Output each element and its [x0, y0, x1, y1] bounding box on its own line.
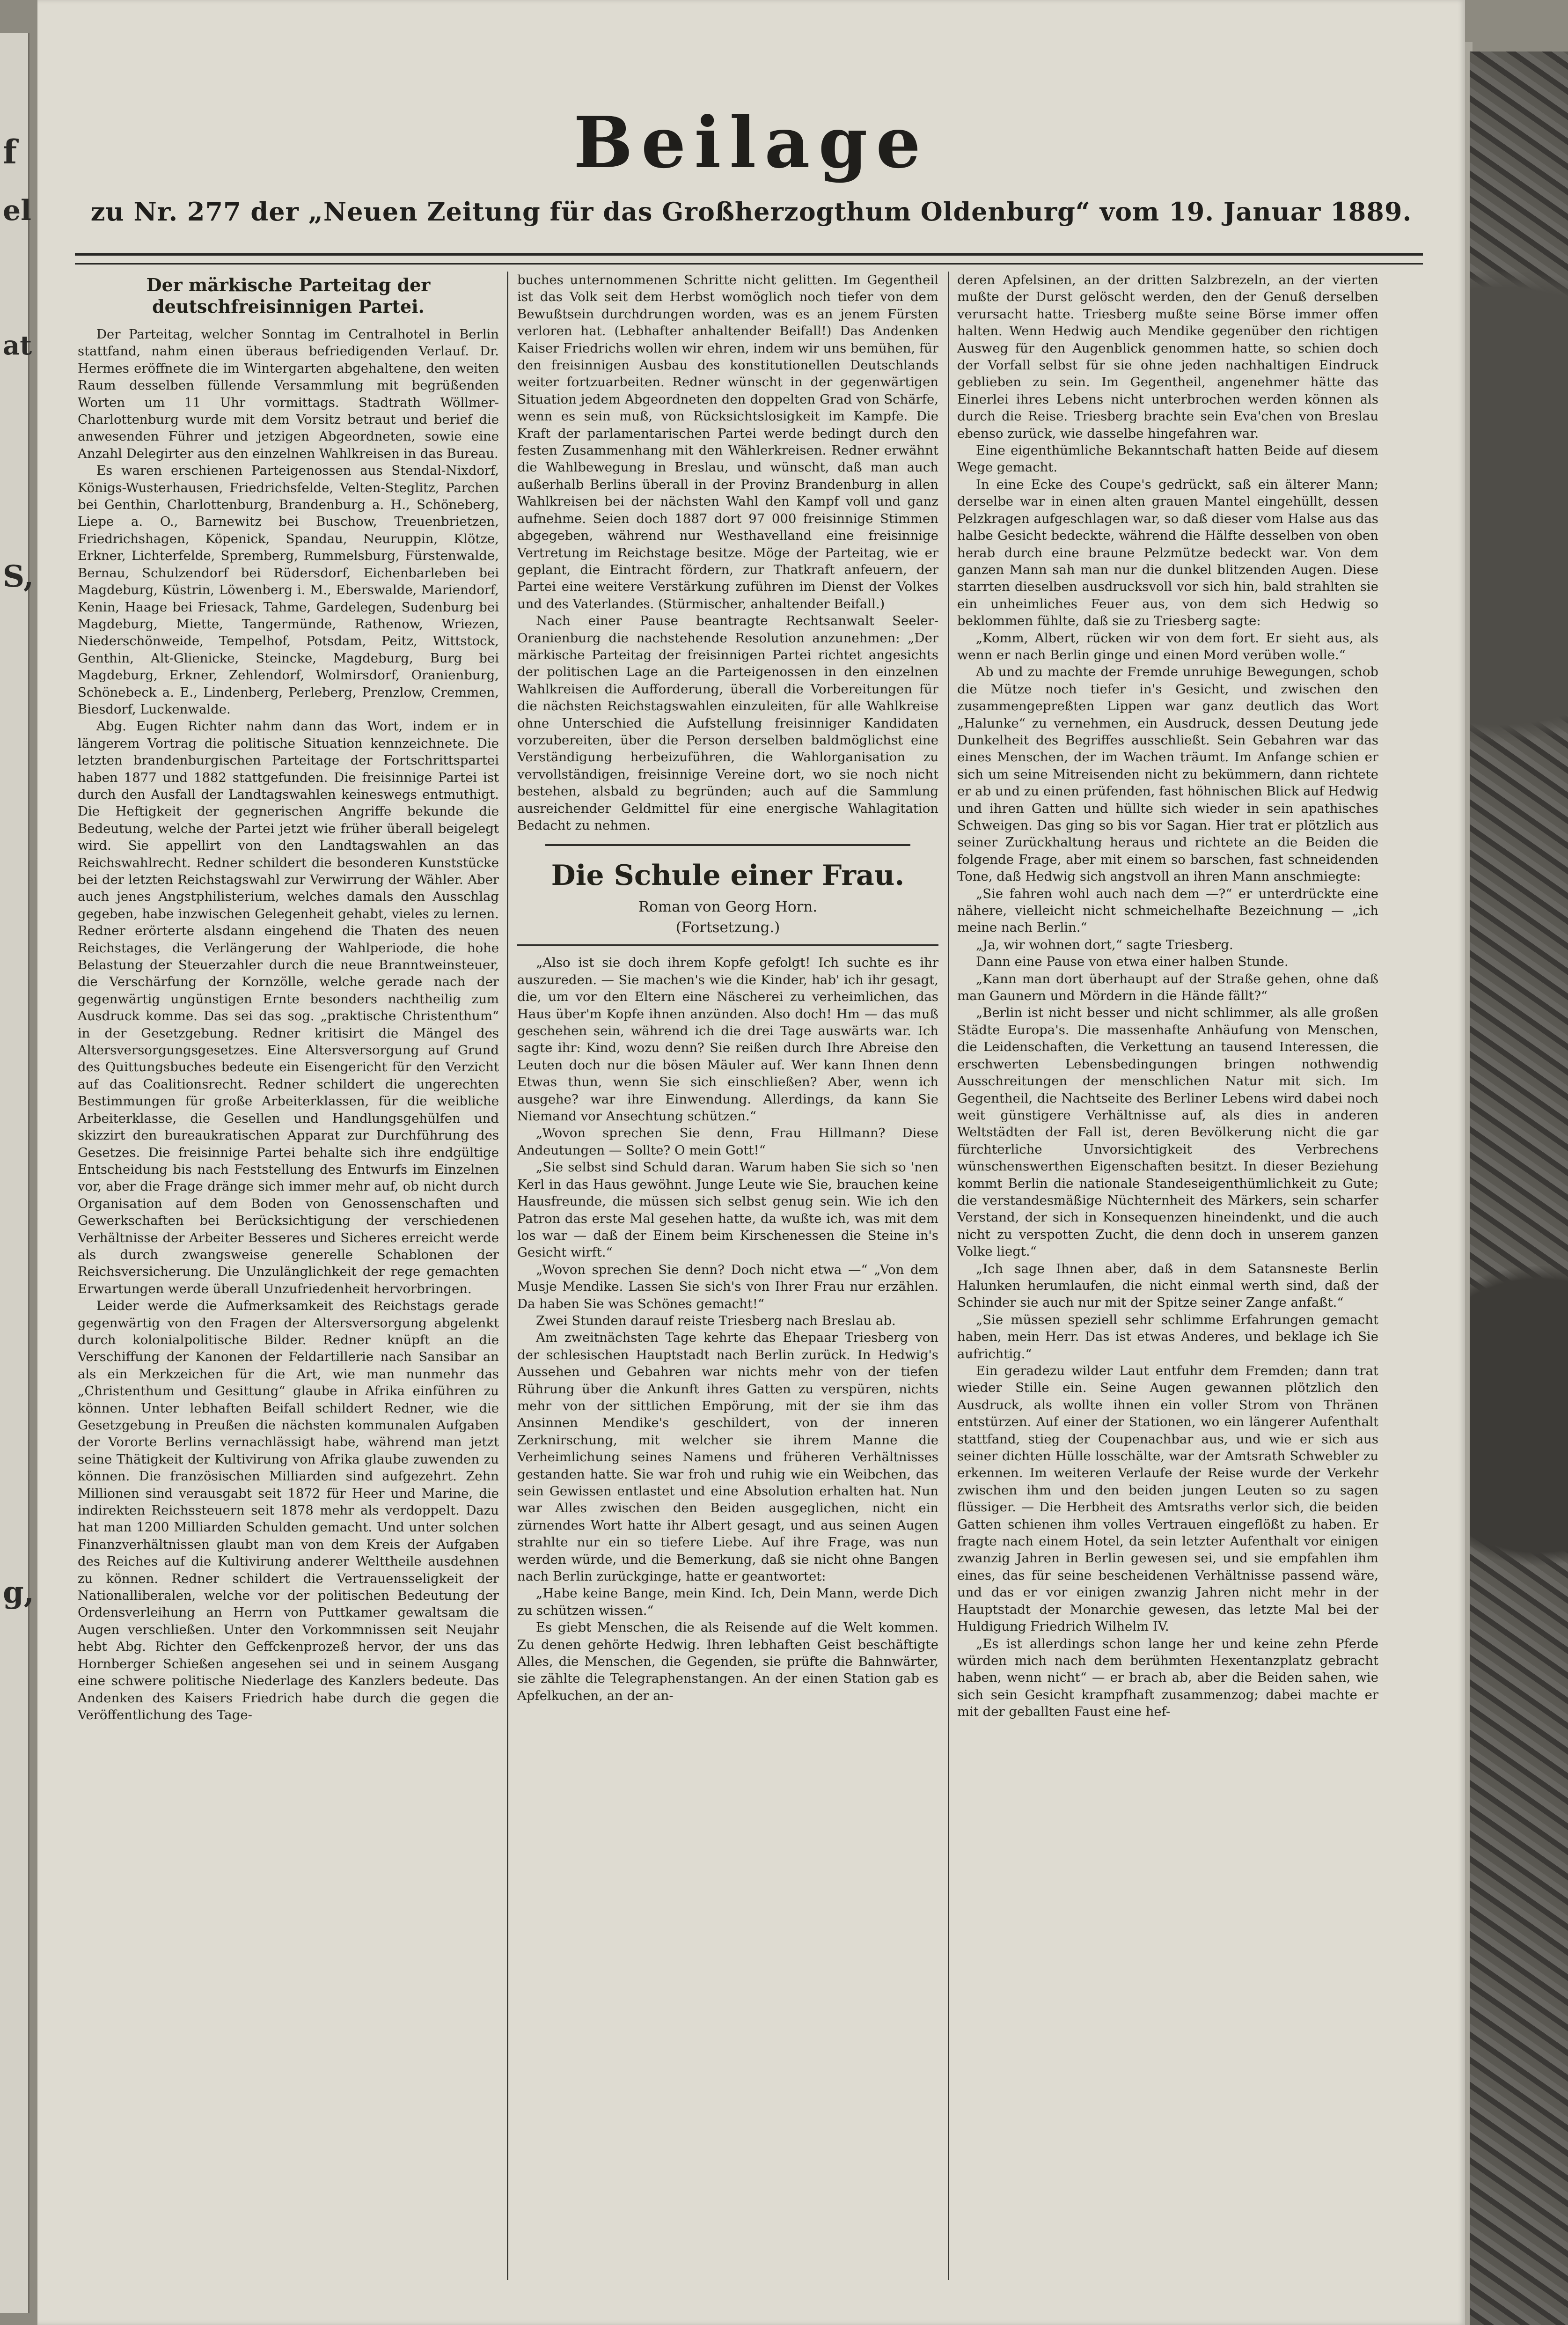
prev-page-fragment: g, — [3, 1575, 35, 1610]
masthead-rule — [75, 253, 1423, 265]
paragraph: „Berlin ist nicht besser und nicht schlimmer, als alle großen Städte Europa's. Die massenhafte Anhäufung von Menschen, die Leidenschaften, die Verkettung an tausend Interessen, die erschwerten Lebensbedingungen bringen nothwendig Ausschreitungen der menschlichen Natur mit sich. Im Gegentheil, die Nachtseite des Berliner Lebens wird dabei noch weit günstigere Verhältnisse auf, als dies in anderen Weltstädten der Fall ist, deren Bevölkerung nicht die gar fürchterliche Unvorsichtigkeit des Verbrechens wünschenswerthen Eigenschaften besitzt. In dieser Beziehung kommt Berlin die nationale Standeseigenthümlichkeit zu Gute; die verstandesmäßige Nüchternheit des Märkers, sein scharfer Verstand, der sich in Konsequenzen hineindenkt, und die auch nicht zu verspotten Zucht, die denn doch in unserem ganzen Volke liegt.“ — [957, 1005, 1378, 1259]
paragraph: „Also ist sie doch ihrem Kopfe gefolgt! Ich suchte es ihr auszureden. — Sie machen's wie die Kinder, hab' ich ihr gesagt, die, um vor den Eltern eine Näscherei zu verheimlichen, das Haus über'm Kopfe ihnen anzünden. Also doch! Hm — das muß geschehen sein, während ich die drei Tage auswärts war. Ich sagte ihr: Kind, wozu denn? Sie reißen durch Ihre Abreise den Leuten doch nur die bösen Mäuler auf. Wer kann Ihnen denn Etwas thun, wenn Sie sich einschließen? Aber, wenn ich ausgehe? war ihre Einwendung. Allerdings, da kann Sie Niemand vor Ansechtung schützen.“ — [517, 955, 938, 1124]
paragraph: Es giebt Menschen, die als Reisende auf die Welt kommen. Zu denen gehörte Hedwig. Ihren lebhaften Geist beschäftigte Alles, die Menschen, die Gegenden, sie prüfte die Bahnwärter, sie zählte die Telegraphenstangen. An der einen Station gab es Apfelkuchen, an der an- — [517, 1620, 938, 1703]
novel-title: Die Schule einer Frau. — [551, 859, 905, 892]
marbled-binding — [1470, 52, 1568, 2325]
supplement-title: Beilage — [573, 102, 929, 184]
newspaper-page — [37, 0, 1465, 2325]
section-divider — [545, 844, 910, 846]
paragraph: Dann eine Pause von etwa einer halben Stunde. — [976, 954, 1289, 970]
prev-page-fragment: f — [3, 132, 17, 171]
paragraph: „Sie selbst sind Schuld daran. Warum haben Sie sich so 'nen Kerl in das Haus gewöhnt. Junge Leute wie Sie, brauchen keine Hausfreunde, die müssen sich selbst genug sein. Wie ich den Patron das erste Mal gesehen hatte, da wußte ich, was mit dem los war — daß der Einem beim Kirschenessen die Steine in's Gesicht wirft.“ — [517, 1160, 938, 1260]
paragraph: Am zweitnächsten Tage kehrte das Ehepaar Triesberg von der schlesischen Hauptstadt nach Berlin zurück. In Hedwig's Aussehen und Gebahren war nichts mehr von der tiefen Rührung über die Ankunft ihres Gatten zu verspüren, nichts mehr von der sittlichen Empörung, mit der sie ihm das Ansinnen Mendike's geschildert, von der inneren Zerknirschung, mit welcher sie ihrem Manne die Verheimlichung seines Namens und früheren Verhältnisses gestanden hatte. Sie war froh und ruhig wie ein Weibchen, das sein Gewissen entlastet und eine Absolution erhalten hat. Nun war Alles zwischen den Beiden ausgeglichen, nicht ein zürnendes Wort hatte ihr Albert gesagt, und aus seinen Augen strahlte nur ein so tiefere Liebe. Auf ihre Frage, was nun werden würde, und die Bemerkung, daß sie nicht ohne Bangen nach Berlin zurückginge, hatte er geantwortet: — [517, 1330, 938, 1584]
paragraph: „Wovon sprechen Sie denn? Doch nicht etwa —“ „Von dem Musje Mendike. Lassen Sie sich's von Ihrer Frau nur erzählen. Da haben Sie was Schönes gemacht!“ — [517, 1262, 938, 1311]
column-rule — [948, 272, 949, 2280]
paragraph: „Kann man dort überhaupt auf der Straße gehen, ohne daß man Gaunern und Mördern in die Hände fällt?“ — [957, 971, 1378, 1004]
paragraph: buches unternommenen Schritte nicht gelitten. Im Gegentheil ist das Volk seit dem Herbst womöglich noch tiefer von dem Bewußtsein durchdrungen worden, was es an jenem Fürsten verloren hat. (Lebhafter anhaltender Beifall!) Das Andenken Kaiser Friedrichs wollen wir ehren, indem wir uns bemühen, für den freisinnigen Ausbau des konstitutionellen Deutschlands weiter fortzuarbeiten. Redner wünscht in der gegenwärtigen Situation jedem Abgeordneten den doppelten Grad von Schärfe, wenn es sein muß, von Rücksichtslosigkeit im Kampfe. Die Kraft der parlamentarischen Partei werde bedingt durch den festen Zusammenhang mit den Wählerkreisen. Redner erwähnt die Wahlbewegung in Breslau, und wünscht, daß man auch außerhalb Berlins überall in der Provinz Brandenburg in allen Wahlkreisen bei der nächsten Wahl den Kampf voll und ganz aufnehme. Seien doch 1887 dort 97 000 freisinnige Stimmen abgegeben, während nur Westhavelland eine freisinnige Vertretung im Reichstage besitze. Möge der Parteitag, wie er geplant, die Eintracht fördern, zur Thatkraft anfeuern, der Partei eine weitere Verstärkung zuführen im Dienst der Volkes und des Vaterlandes. (Stürmischer, anhaltender Beifall.) — [517, 272, 938, 611]
paragraph: Abg. Eugen Richter nahm dann das Wort, indem er in längerem Vortrag die politische Situation kennzeichnete. Die letzten brandenburgischen Parteitage der Fortschrittspartei haben 1877 und 1882 stattgefunden. Die freisinnige Partei ist durch den Ausfall der Landtagswahlen keineswegs entmuthigt. Die Heftigkeit der gegnerischen Angriffe bekunde die Bedeutung, welche der Partei jetzt wie früher überall beigelegt wird. Sie appellirt von den Landtagswahlen an das Reichswahlrecht. Redner schildert die besonderen Kunststücke bei der letzten Reichstagswahl zur Verwirrung der Wähler. Aber auch jenes Angstphilisterium, welches damals den Ausschlag gegeben, habe inzwischen Gelegenheit gehabt, vieles zu lernen. Redner erörterte alsdann eingehend die Thaten des neuen Reichstages, die Verlängerung der Wahlperiode, die hohe Belastung der Steuerzahler durch die neue Branntweinsteuer, die Verschärfung der Kornzölle, welche gerade nach der gegenwärtig ungünstigen Ernte besonders nachtheilig zum Ausdruck komme. Das sei das sog. „praktische Christenthum“ in der Gesetzgebung. Redner kritisirt die Mängel des Altersversorgungsgesetzes. Eine Altersversorgung auf Grund des Quittungsbuches bedeute ein Eisengericht für den Verzicht auf das Coalitionsrecht. Redner schildert die ungerechten Bestimmungen für große Arbeiterklassen, für die weibliche Arbeiterklasse, die Gesellen und Handlungsgehülfen und skizzirt den bureaukratischen Apparat zur Durchführung des Gesetzes. Die freisinnige Partei behalte sich ihre endgültige Entscheidung bis nach Feststellung des Entwurfs im Einzelnen vor, aber die Frage dränge sich immer mehr auf, ob nicht durch Organisation auf dem Boden von Genossenschaften und Gewerkschaften bei Berücksichtigung der verschiedenen Verhältnisse der Arbeiter Besseres und Sicheres erreicht werde als durch zwangsweise generelle Schablonen der Reichsversicherung. Die Unzulänglichkeit der rege gemachten Erwartungen werde überall Unzufriedenheit hervorbringen. — [78, 719, 499, 1296]
paragraph: Es waren erschienen Parteigenossen aus Stendal-Nixdorf, Königs-Wusterhausen, Friedrichsfelde, Velten-Steglitz, Parchen bei Genthin, Charlottenburg, Brandenburg a. H., Schöneberg, Liepe a. O., Barnewitz bei Buschow, Treuenbrietzen, Friedrichshagen, Köpenick, Spandau, Neuruppin, Klötze, Erkner, Lichterfelde, Spremberg, Rummelsburg, Fürstenwalde, Bernau, Schulzendorf bei Rüdersdorf, Eichenbarleben bei Magdeburg, Küstrin, Löwenberg i. M., Eberswalde, Mariendorf, Kenin, Haage bei Friesack, Tahme, Gardelegen, Sudenburg bei Magdeburg, Miette, Tangermünde, Rathenow, Wriezen, Niederschönweide, Tempelhof, Potsdam, Peitz, Wittstock, Genthin, Alt-Glienicke, Steincke, Magdeburg, Burg bei Magdeburg, Erkner, Zehlendorf, Wolmirsdorf, Oranienburg, Schönebeck a. E., Lindenberg, Perleberg, Prenzlow, Cremmen, Biesdorf, Luckenwalde. — [78, 463, 499, 717]
paragraph: Eine eigenthümliche Bekanntschaft hatten Beide auf diesem Wege gemacht. — [957, 443, 1378, 475]
paragraph: Zwei Stunden darauf reiste Triesberg nach Breslau ab. — [536, 1313, 896, 1328]
prev-page-fragment: at — [3, 330, 32, 361]
prev-page-fragment: el — [3, 194, 31, 227]
paragraph: „Sie müssen speziell sehr schlimme Erfahrungen gemacht haben, mein Herr. Das ist etwas Anderes, und beklage ich Sie aufrichtig.“ — [957, 1312, 1378, 1361]
paragraph: Nach einer Pause beantragte Rechtsanwalt Seeler-Oranienburg die nachstehende Resolution anzunehmen: „Der märkische Parteitag der freisinnigen Partei richtet angesichts der politischen Lage an die Parteigenossen in den einzelnen Wahlkreisen die Aufforderung, überall die Vorbereitungen für die nächsten Reichstagswahlen einzuleiten, für alle Wahlkreise ohne Unterschied die Aufstellung freisinniger Kandidaten vorzubereiten, über die Person derselben baldmöglichst eine Verständigung herbeizuführen, die Wahlorganisation zu vervollständigen, freisinnige Vereine dort, wo sie noch nicht bestehen, alsbald zu begründen; auch auf die Sammlung ausreichender Geldmittel für eine energische Wahlagitation Bedacht zu nehmen. — [517, 613, 938, 833]
column-2 — [517, 272, 938, 2280]
paragraph: „Habe keine Bange, mein Kind. Ich, Dein Mann, werde Dich zu schützen wissen.“ — [517, 1586, 938, 1618]
paragraph: deren Apfelsinen, an der dritten Salzbrezeln, an der vierten mußte der Durst gelöscht werden, den der Genuß derselben verursacht hatte. Triesberg mußte seine Börse immer offen halten. Wenn Hedwig auch Mendike gegenüber den richtigen Ausweg für den Augenblick genommen hatte, so schien doch der Vorfall selbst für sie ohne jeden nachhaltigen Eindruck geblieben zu sein. Im Gegentheil, angenehmer hätte das Einerlei ihres Lebens nicht unterbrochen werden können als durch die Reise. Triesberg brachte sein Eva'chen von Breslau ebenso zurück, wie dasselbe hingefahren war. — [957, 272, 1378, 441]
article-title: Der märkische Parteitag der deutschfreisinnigen Partei. — [146, 274, 431, 317]
paragraph: Leider werde die Aufmerksamkeit des Reichstags gerade gegenwärtig von den Fragen der Altersversorgung abgelenkt durch kolonialpolitische Bilder. Redner knüpft an die Verschiffung der Kanonen der Feldartillerie nach Sansibar an als ein Merkzeichen für die Art, wie man nunmehr das „Christenthum und Gesittung“ glaube in Afrika einführen zu können. Unter lebhaften Beifall schildert Redner, wie die Gesetzgebung in Preußen die nächsten kommunalen Aufgaben der Vororte Berlins vernachlässigt habe, während man jetzt seine Thätigkeit der Kultivirung von Afrika glaube zuwenden zu können. Die französischen Milliarden sind aufgezehrt. Zehn Millionen sind verausgabt seit 1872 für Heer und Marine, die indirekten Reichssteuern seit 1878 mehr als verdoppelt. Dazu hat man 1200 Milliarden Schulden gemacht. Und unter solchen Finanzverhältnissen glaubt man von dem Kreis der Aufgaben des Reiches auf die Kultivirung anderer Welttheile ausdehnen zu können. Redner schildert die Vertrauensseligkeit der Nationalliberalen, welche vor der politischen Bedeutung der Ordensverleihung an Herrn von Puttkamer gewaltsam die Augen verschließen. Unter den Vorkommnissen seit Neujahr hebt Abg. Richter den Geffckenprozeß hervor, der uns das Hornberger Schießen angesehen sei und in seinem Ausgang eine schwere politische Niederlage des Kanzlers bedeute. Das Andenken des Kaisers Friedrich habe durch die gegen die Veröffentlichung des Tage- — [78, 1298, 499, 1722]
paragraph: „Es ist allerdings schon lange her und keine zehn Pferde würden mich nach dem berühmten Hexentanzplatz gebracht haben, wenn nicht“ — er brach ab, aber die Beiden sahen, wie sich sein Gesicht krampfhaft zusammenzog; dabei machte er mit der geballten Faust eine hef- — [957, 1636, 1378, 1720]
novel-continuation: (Fortsetzung.) — [675, 919, 780, 936]
paragraph: In eine Ecke des Coupe's gedrückt, saß ein älterer Mann; derselbe war in einen alten grauen Mantel eingehüllt, dessen Pelzkragen aufgeschlagen war, so daß dieser vom Halse aus das halbe Gesicht bedeckte, während die Hälfte desselben von oben herab durch eine braune Pelzmütze bedeckt war. Von dem ganzen Mann sah man nur die dunkel blitzenden Augen. Diese starrten dieselben ausdrucksvoll vor sich hin, bald strahlten sie ein unheimliches Feuer aus, von dem sich Hedwig so beklommen fühlte, daß sie zu Triesberg sagte: — [957, 477, 1378, 629]
column-1 — [78, 272, 499, 2280]
paragraph: Ein geradezu wilder Laut entfuhr dem Fremden; dann trat wieder Stille ein. Seine Augen gewannen plötzlich den Ausdruck, als wollte ihnen ein voller Strom von Thränen entstürzen. Auf einer der Stationen, wo ein längerer Aufenthalt stattfand, stieg der Coupenachbar aus, und wie er sich aus seiner dichten Hülle losschälte, war der Amtsrath Schwebler zu erkennen. Im weiteren Verlaufe der Reise wurde der Verkehr zwischen ihm und den beiden jungen Leuten so zu sagen flüssiger. — Die Herbheit des Amtsraths verlor sich, die beiden Gatten schienen ihm volles Vertrauen eingeflößt zu haben. Er fragte nach einem Hotel, da sein letzter Aufenthalt vor einigen zwanzig Jahren in Berlin gewesen sei, und sie empfahlen ihm eines, das für seine bescheidenen Verhältnisse passend wäre, und das er vor einigen zwanzig Jahren nicht mehr in der Hauptstadt der Monarchie gewesen, das letzte Mal bei der Huldigung Friedrich Wilhelm IV. — [957, 1363, 1378, 1634]
paragraph: „Ich sage Ihnen aber, daß in dem Satansneste Berlin Halunken herumlaufen, die nicht einmal werth sind, daß der Schinder sie auch nur mit der Spitze seiner Zange anfaßt.“ — [957, 1261, 1378, 1310]
novel-byline: Roman von Georg Horn. — [638, 898, 818, 916]
paragraph: „Ja, wir wohnen dort,“ sagte Triesberg. — [976, 937, 1233, 952]
column-rule — [507, 272, 508, 2280]
issue-line: zu Nr. 277 der „Neuen Zeitung für das Großherzogthum Oldenburg“ vom 19. Januar 1889. — [90, 197, 1412, 227]
paragraph: „Komm, Albert, rücken wir von dem fort. Er sieht aus, als wenn er nach Berlin ginge und einen Mord verüben wolle.“ — [957, 630, 1378, 662]
paragraph: Ab und zu machte der Fremde unruhige Bewegungen, schob die Mütze noch tiefer in's Gesicht, und zwischen den zusammengepreßten Lippen war ganz deutlich das Wort „Halunke“ zu vernehmen, ein Ausdruck, dessen Deutung jede Dunkelheit des Begriffes ausschließt. Sein Gebahren war das eines Menschen, der im Wachen träumt. Im Anfange schien er sich um seine Mitreisenden nicht zu bekümmern, dann richtete er ab und zu einen prüfenden, fast höhnischen Blick auf Hedwig und ihren Gatten und hüllte sich wieder in sein apathisches Schweigen. Das ging so bis vor Sagan. Hier trat er plötzlich aus seiner Zurückhaltung heraus und richtete an die Beiden die folgende Frage, aber mit einem so barschen, fast schneidenden Tone, daß Hedwig sich angstvoll an ihren Mann anschmiegte: — [957, 664, 1378, 884]
paragraph: Der Parteitag, welcher Sonntag im Centralhotel in Berlin stattfand, nahm einen überaus befriedigenden Verlauf. Dr. Hermes eröffnete die im Wintergarten abgehaltene, den weiten Raum desselben füllende Versammlung mit begrüßenden Worten um 11 Uhr vormittags. Stadtrath Wöllmer-Charlottenburg wurde mit dem Vorsitz betraut und berief die anwesenden Führer und jetzigen Abgeordneten, sowie eine Anzahl Delegirter aus den einzelnen Wahlkreisen in das Bureau. — [78, 327, 499, 461]
paragraph: „Wovon sprechen Sie denn, Frau Hillmann? Diese Andeutungen — Sollte? O mein Gott!“ — [517, 1126, 938, 1158]
prev-page-fragment: S, — [3, 559, 34, 594]
novel-rule — [517, 944, 938, 946]
masthead — [37, 102, 1465, 227]
paragraph: „Sie fahren wohl auch nach dem —?“ er unterdrückte eine nähere, vielleicht nicht schmeichelhafte Bezeichnung — „ich meine nach Berlin.“ — [957, 886, 1378, 935]
column-3 — [957, 272, 1378, 2280]
previous-page-edge — [0, 33, 35, 2313]
